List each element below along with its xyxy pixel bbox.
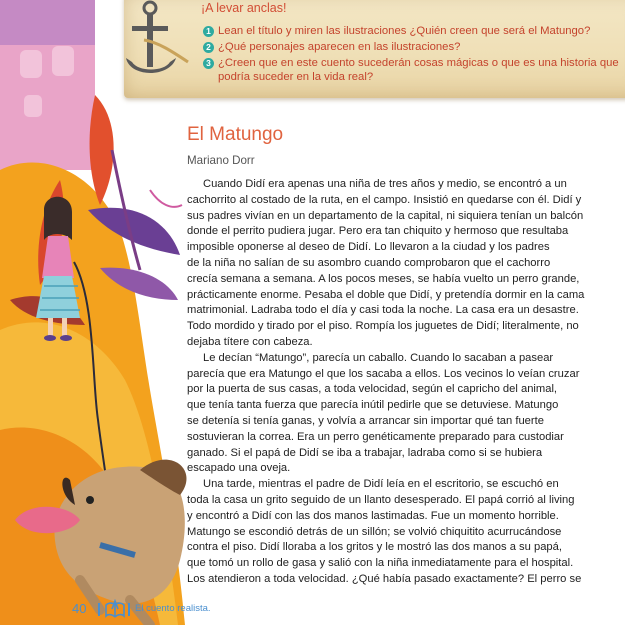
question-text: Lean el título y miren las ilustraciones ¿Quién creen que será el Matungo? <box>218 25 591 37</box>
story-line: imposible oponerse al deseo de Didí. Lo llevaron a la ciudad y los padres <box>187 241 550 254</box>
story-line: por la puerta de sus casas, a toda velocidad, según el capricho del animal, <box>187 383 558 396</box>
question-3 <box>203 56 619 84</box>
question-1 <box>203 24 590 38</box>
story-line: Matungo se escondió detrás de un sillón; se volvió chiquitito acurrucándose <box>187 525 562 538</box>
story-line: contra el piso. Didí lloraba a los gritos y le mostró las dos manos a su papá, <box>187 541 562 554</box>
story-line: prácticamente enorme. Pesaba el doble que Didí, y pretendía dormir en la cama <box>187 288 585 301</box>
story-title: El Matungo <box>187 124 284 145</box>
story-line: toda la casa un grito seguido de un llanto desesperado. El papá corrió al living <box>187 493 575 506</box>
illustration-leaf-red <box>90 95 114 205</box>
story-author: Mariano Dorr <box>187 154 255 167</box>
story-line: de la niña no salían de su asombro cuando comprobaron que el cachorro <box>187 256 551 269</box>
story-line: que tomó un rollo de gasa y salió con la niña inmediatamente para el hospital. <box>187 557 574 570</box>
footer-divider <box>98 603 100 616</box>
question-text: ¿Qué personajes aparecen en las ilustraciones? <box>218 41 461 53</box>
story-line: escapado una oveja. <box>187 462 291 475</box>
question-number-badge: 2 <box>203 42 214 53</box>
story-line: Los atendieron a toda velocidad. ¿Qué había pasado exactamente? El perro se <box>187 572 582 585</box>
question-number-badge: 3 <box>203 58 214 69</box>
page-number: 40 <box>72 601 87 616</box>
story-line: ganado. Si el papá de Didí se iba a trabajar, ladraba como si se hubiera <box>187 446 543 459</box>
question-number-badge: 1 <box>203 26 214 37</box>
story-body <box>187 177 584 588</box>
question-2 <box>203 40 460 54</box>
story-line: Cuando Didí era apenas una niña de tres años y medio, se encontró a un <box>203 178 567 190</box>
story-line: dejaba títere con cabeza. <box>187 335 313 348</box>
story-line: Le decían “Matungo”, parecía un caballo. Cuando lo sacaban a pasear <box>203 351 554 364</box>
question-text: ¿Creen que en este cuento sucederán cosas mágicas o que es una historia que <box>218 57 619 69</box>
illustration-purple-block <box>0 0 95 45</box>
story-line: Una tarde, mientras el padre de Didí leía en el escritorio, se escuchó en <box>203 478 559 491</box>
illustration-stalk-2 <box>150 190 182 207</box>
anchor-icon <box>118 0 198 92</box>
story-line: parecía que era Matungo el que los sacaba a ellos. Los vecinos lo veían cruzar <box>187 367 580 380</box>
footer-divider <box>128 603 130 616</box>
story-line: Todo mordido y tirado por el piso. Rompía los juguetes de Didí; literalmente, no <box>187 320 579 333</box>
book-logo-icon <box>104 599 126 619</box>
story-line: cachorrito al costado de la ruta, en el campo. Insistió en quedarse con él. Didí y <box>187 193 582 206</box>
anclas-title: ¡A levar anclas! <box>201 1 287 15</box>
story-line: sus padres vivían en un departamento de la capital, ni siquiera tenían un balcón <box>187 209 584 222</box>
story-line: que tenía tanta fuerza que parecía inútil pedirle que se detuviese. Matungo <box>187 399 559 412</box>
footer-section-title: El cuento realista. <box>135 603 211 614</box>
question-text-continued: podría suceder en la vida real? <box>218 71 374 83</box>
story-line: crecía semana a semana. A los pocos meses, se había vuelto un perro grande, <box>187 272 580 285</box>
story-line: sostuvieran la correa. Era un perro genéticamente preparado para custodiar <box>187 430 564 443</box>
story-line: donde el perrito pudiera jugar. Pero era tan chiquito y hermoso que resultaba <box>187 225 569 238</box>
story-line: matrimonial. Ladraba todo el día y casi toda la noche. La casa era un desastre. <box>187 304 579 317</box>
story-line: y encontró a Didí con las dos manos lastimadas. Fue un momento horrible. <box>187 509 559 522</box>
story-line: se detenía si tenía ganas, y volvía a arrancar sin importar qué tan fuerte <box>187 414 544 427</box>
